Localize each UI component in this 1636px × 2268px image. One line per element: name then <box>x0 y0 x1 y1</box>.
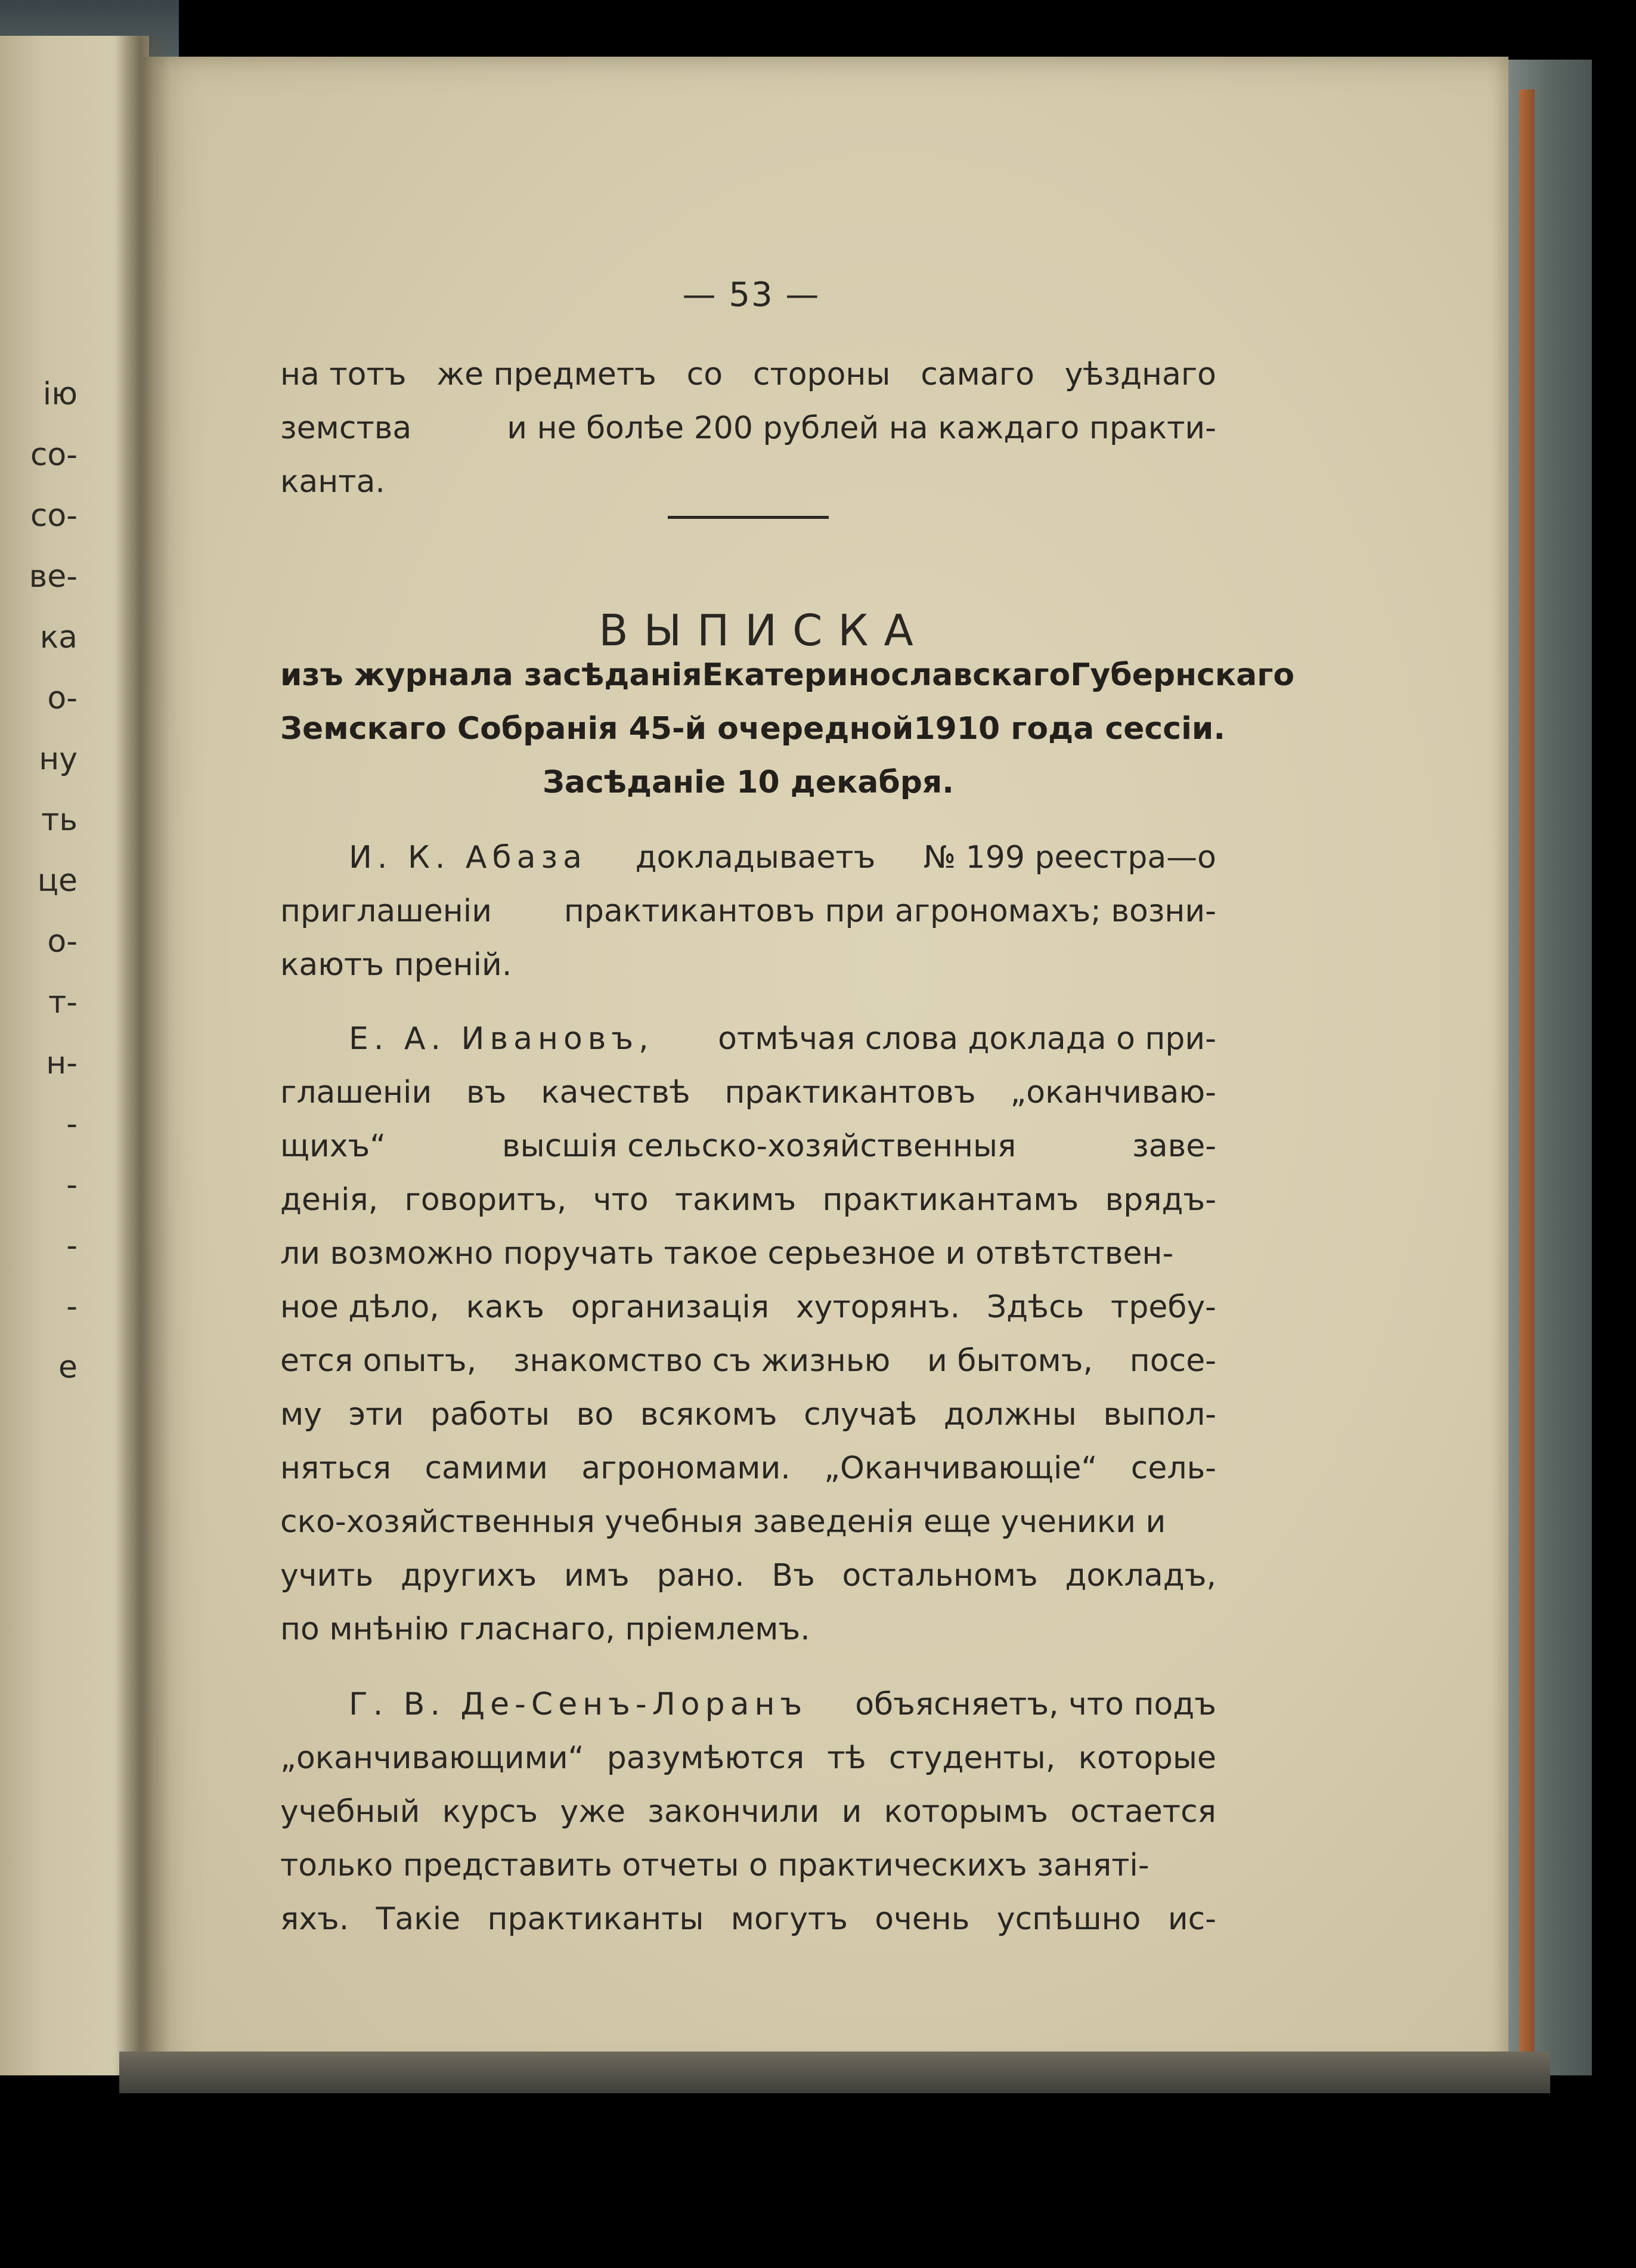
text-fragment: каютъ преній. <box>280 947 512 983</box>
text-fragment: ис- <box>1167 1901 1216 1937</box>
text-fragment: успѣшно <box>996 1901 1141 1937</box>
text-line <box>280 357 1216 392</box>
text-line <box>280 464 1216 500</box>
left-page-fragment: - <box>66 1228 78 1264</box>
text-fragment: и <box>841 1794 862 1830</box>
text-fragment: очень <box>875 1901 970 1937</box>
left-page-fragment: ію <box>42 376 78 412</box>
text-fragment: яхъ. <box>280 1901 349 1937</box>
left-page-fragment: - <box>66 1167 78 1203</box>
text-fragment: докладъ, <box>1065 1558 1216 1594</box>
text-fragment: глашеніи <box>280 1075 432 1110</box>
text-fragment: Въ <box>771 1558 815 1594</box>
page-number: — 53 — <box>682 276 820 314</box>
text-fragment: должны <box>943 1397 1077 1432</box>
text-fragment: закончили <box>647 1794 820 1830</box>
text-fragment: остальномъ <box>842 1558 1038 1594</box>
text-fragment: только представить отчеты о практическихъ заняті- <box>280 1848 1149 1883</box>
text-fragment: отмѣчая слова доклада о при- <box>718 1021 1216 1057</box>
text-line <box>280 1397 1216 1432</box>
text-fragment: Такіе <box>376 1901 461 1937</box>
text-line <box>280 1901 1216 1937</box>
text-fragment: 1910 года сессіи. <box>913 711 1226 747</box>
text-line <box>349 1021 1216 1057</box>
left-page-fragment: ть <box>41 802 78 838</box>
text-fragment: по мнѣнію гласнаго, пріемлемъ. <box>280 1611 810 1647</box>
left-page-fragment: е <box>58 1350 78 1385</box>
text-fragment: ли возможно поручать такое серьезное и отвѣтствен- <box>280 1236 1174 1271</box>
text-fragment: № 199 реестра—о <box>924 840 1216 875</box>
text-line <box>280 1289 1216 1325</box>
left-page-fragment: т- <box>48 985 78 1020</box>
text-fragment: организація <box>571 1289 770 1325</box>
text-fragment: „Оканчивающіе“ <box>824 1450 1098 1486</box>
text-fragment: такимъ <box>674 1182 797 1218</box>
text-line <box>280 1740 1216 1776</box>
section-divider <box>668 516 829 519</box>
text-line <box>280 1558 1216 1594</box>
left-page-fragment: о- <box>47 680 78 716</box>
text-fragment: объясняетъ, что подъ <box>855 1687 1216 1722</box>
text-fragment: и бытомъ, <box>927 1343 1093 1379</box>
text-fragment: земства <box>280 410 412 446</box>
text-fragment: практикантовъ при агрономахъ; возни- <box>563 893 1216 929</box>
left-page-fragment: о- <box>47 924 78 960</box>
text-fragment: посе- <box>1129 1343 1216 1379</box>
text-fragment: качествѣ <box>541 1075 690 1110</box>
text-fragment: канта. <box>280 464 385 500</box>
book-bottom-edge <box>119 2052 1550 2093</box>
text-fragment: самаго <box>921 357 1034 392</box>
text-fragment: тѣ <box>827 1740 866 1776</box>
text-fragment: эти <box>348 1397 404 1432</box>
subheading-line <box>280 711 1226 747</box>
page-gutter <box>116 36 170 2075</box>
text-fragment: же предметъ <box>436 357 656 392</box>
text-fragment: требу- <box>1111 1289 1216 1325</box>
text-line <box>349 1687 1216 1722</box>
text-fragment: говоритъ, <box>404 1182 567 1218</box>
text-fragment: въ <box>466 1075 507 1110</box>
left-page-fragment: - <box>66 1289 78 1325</box>
text-fragment: Здѣсь <box>986 1289 1085 1325</box>
text-line <box>280 1450 1216 1486</box>
left-page-fragment: со- <box>30 498 78 534</box>
speaker-name: Г. В. Де-Сенъ-Лоранъ <box>349 1687 808 1722</box>
text-fragment: что <box>593 1182 649 1218</box>
text-fragment: ско-хозяйственныя учебныя заведенія еще ученики и <box>280 1504 1166 1540</box>
text-fragment: Екатеринославскаго <box>702 657 1071 693</box>
text-fragment: агрономами. <box>581 1450 791 1486</box>
text-fragment: врядъ- <box>1105 1182 1216 1218</box>
text-fragment: уже <box>560 1794 625 1830</box>
text-fragment: изъ журнала засѣданія <box>280 657 702 693</box>
text-fragment: Губернскаго <box>1070 657 1295 693</box>
text-fragment: высшія сельско-хозяйственныя <box>501 1128 1017 1164</box>
text-fragment: учить <box>280 1558 374 1594</box>
text-line <box>280 1236 1216 1271</box>
left-page-fragment: - <box>66 1106 78 1142</box>
text-fragment: „оканчивающими“ <box>280 1740 584 1776</box>
text-line <box>349 840 1216 875</box>
subheading-line <box>280 657 1295 693</box>
text-fragment: случаѣ <box>804 1397 918 1432</box>
left-page-fragment: со- <box>30 437 78 473</box>
text-fragment: курсъ <box>442 1794 538 1830</box>
text-line <box>280 1128 1216 1164</box>
text-fragment: уѣзднаго <box>1064 357 1216 392</box>
text-fragment: во <box>576 1397 614 1432</box>
text-line <box>280 1794 1216 1830</box>
text-fragment: знакомство съ жизнью <box>513 1343 891 1379</box>
subheading-line <box>280 765 1216 800</box>
text-line <box>280 1182 1216 1218</box>
text-fragment: стороны <box>752 357 891 392</box>
text-fragment: рано. <box>656 1558 745 1594</box>
section-heading: ВЫПИСКА <box>599 605 929 655</box>
text-line <box>280 1848 1216 1883</box>
text-fragment: выпол- <box>1103 1397 1216 1432</box>
text-fragment: практикантовъ <box>724 1075 976 1110</box>
text-fragment: которымъ <box>884 1794 1049 1830</box>
left-page-fragment: ве- <box>29 559 78 595</box>
left-page-fragment: ка <box>39 620 78 655</box>
text-fragment: другихъ <box>400 1558 537 1594</box>
text-fragment: хуторянъ. <box>795 1289 960 1325</box>
text-fragment: ется опытъ, <box>280 1343 477 1379</box>
speaker-name: Е. А. Ивановъ, <box>349 1021 654 1057</box>
left-page-fragment: це <box>37 863 78 899</box>
text-fragment: заве- <box>1132 1128 1216 1164</box>
text-fragment: докладываетъ <box>635 840 876 875</box>
book-cover-band <box>1519 89 1535 2057</box>
text-fragment: Засѣданіе 10 декабря. <box>542 765 955 800</box>
text-line <box>280 1611 1216 1647</box>
text-fragment: могутъ <box>730 1901 848 1937</box>
text-line <box>280 1343 1216 1379</box>
text-fragment: практиканты <box>487 1901 704 1937</box>
text-fragment: денія, <box>280 1182 379 1218</box>
text-fragment: Земскаго Собранія 45-й очередной <box>280 711 914 747</box>
text-fragment: приглашеніи <box>280 893 492 929</box>
text-fragment: со <box>686 357 723 392</box>
text-fragment: щихъ“ <box>280 1128 386 1164</box>
text-fragment: всякомъ <box>640 1397 777 1432</box>
text-line <box>280 1504 1216 1540</box>
text-fragment: которые <box>1078 1740 1216 1776</box>
text-fragment: му <box>280 1397 323 1432</box>
text-line <box>280 1075 1216 1110</box>
text-line <box>280 410 1216 446</box>
left-page-fragment: н- <box>46 1045 78 1081</box>
text-fragment: „оканчиваю- <box>1010 1075 1216 1110</box>
text-fragment: на тотъ <box>280 357 407 392</box>
text-fragment: самими <box>425 1450 548 1486</box>
left-page-fragment: ну <box>39 741 78 777</box>
text-fragment: работы <box>430 1397 550 1432</box>
text-fragment: сель- <box>1130 1450 1216 1486</box>
text-fragment: ное дѣло, <box>280 1289 439 1325</box>
text-fragment: какъ <box>466 1289 544 1325</box>
text-fragment: студенты, <box>888 1740 1056 1776</box>
text-line <box>280 947 1216 983</box>
text-fragment: учебный <box>280 1794 420 1830</box>
text-fragment: разумѣются <box>606 1740 805 1776</box>
text-fragment: имъ <box>564 1558 630 1594</box>
text-fragment: няться <box>280 1450 392 1486</box>
speaker-name: И. К. Абаза <box>349 840 587 875</box>
text-fragment: и не болѣе 200 рублей на каждаго практи- <box>507 410 1216 446</box>
text-fragment: остается <box>1070 1794 1216 1830</box>
text-fragment: практикантамъ <box>822 1182 1079 1218</box>
text-line <box>280 893 1216 929</box>
